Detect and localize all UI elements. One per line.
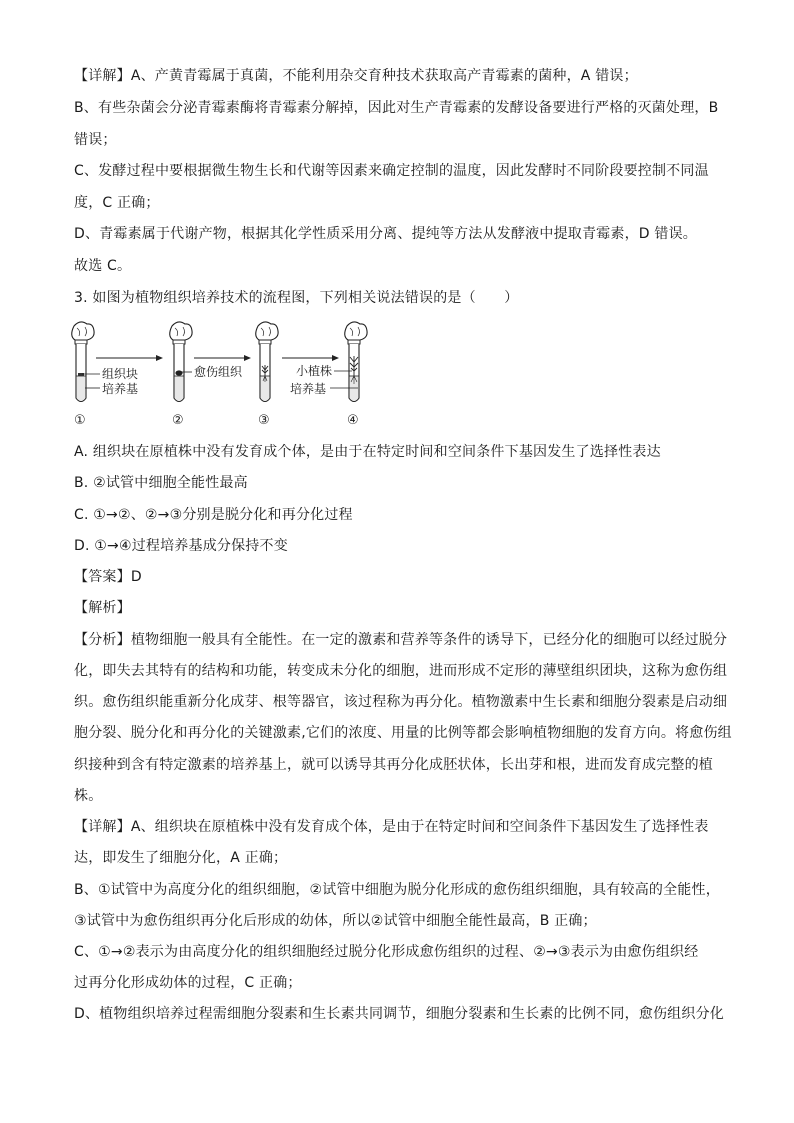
option-b: B. ②试管中细胞全能性最高 (74, 475, 248, 491)
detail2-c-line-1: C、①→②表示为由高度分化的组织细胞经过脱分化形成愈伤组织的过程、②→③表示为由愈伤组织经 (74, 944, 699, 960)
answer-value: D (130, 569, 142, 585)
option-c: C. ①→②、②→③分别是脱分化和再分化过程 (74, 507, 353, 523)
test-tube-4 (345, 322, 367, 402)
detail2-b-line-1: B、①试管中为高度分化的组织细胞，②试管中细胞为脱分化形成的愈伤组织细胞，具有较高的全能性， (74, 882, 720, 898)
detail-d-line: D、青霉素属于代谢产物，根据其化学性质采用分离、提纯等方法从发酵液中提取青霉素，D 错误。 (74, 226, 698, 242)
question-stem: 3. 如图为植物组织培养技术的流程图，下列相关说法错误的是（ ） (74, 290, 519, 306)
detail-a-line (74, 66, 638, 86)
detail-b-line-1: B、有些杂菌会分泌青霉素酶将青霉素分解掉，因此对生产青霉素的发酵设备要进行严格的灭菌处理，B (74, 100, 719, 116)
choice-line: 故选 C。 (74, 258, 132, 274)
analysis-line-3: 织。愈伤组织能重新分化成芽、根等器官，该过程称为再分化。植物激素中生长素和细胞分裂素是启动细 (74, 694, 728, 710)
label-callus: 愈伤组织 (194, 365, 243, 379)
detail-c-line-2: 度，C 正确； (74, 195, 160, 211)
label-plantlet: 小植株 (296, 364, 333, 378)
analysis-tag: 【解析】 (74, 600, 131, 616)
detail-tag: 【详解】 (74, 68, 131, 84)
analysis-text-1: 植物细胞一般具有全能性。在一定的激素和营养等条件的诱导下，已经分化的细胞可以经过脱分 (130, 632, 728, 648)
analysis-line-4: 胞分裂、脱分化和再分化的关键激素,它们的浓度、用量的比例等都会影响植物细胞的发育方向。将愈伤组 (74, 725, 732, 741)
detail2-a-line-2: 达，即发生了细胞分化，A 正确； (74, 850, 288, 866)
answer-line (74, 567, 142, 587)
tube-number-4: ④ (347, 413, 359, 428)
detail2-a-text: A、组织块在原植株中没有发育成个体，是由于在特定时间和空间条件下基因发生了选择性表 (130, 819, 709, 835)
detail2-tag: 【详解】 (74, 819, 131, 835)
analysis-line-5: 织接种到含有特定激素的培养基上，就可以诱导其再分化成胚状体，长出芽和根，进而发育成完整的植 (74, 757, 713, 773)
analysis-line-6: 株。 (74, 788, 103, 804)
label-tissue-block: 组织块 (102, 367, 139, 381)
detail2-b-line-2: ③试管中为愈伤组织再分化后形成的幼体，所以②试管中细胞全能性最高，B 正确； (74, 913, 597, 929)
detail-a-text: A、产黄青霉属于真菌，不能利用杂交育种技术获取高产青霉素的菌种，A 错误； (130, 68, 638, 84)
detail2-d-line-1: D、植物组织培养过程需细胞分裂素和生长素共同调节，细胞分裂素和生长素的比例不同，愈伤组织分化 (74, 1006, 724, 1022)
tube-number-3: ③ (258, 413, 270, 428)
tissue-culture-flow-figure (60, 318, 390, 430)
analysis-line-1 (74, 630, 727, 650)
label-medium-1: 培养基 (102, 382, 139, 396)
analysis-line-2: 化，即失去其特有的结构和功能，转变成未分化的细胞，进而形成不定形的薄壁组织团块，这称为愈伤组 (74, 663, 728, 679)
tube-number-2: ② (172, 413, 184, 428)
tube-number-1: ① (74, 413, 86, 428)
label-medium-2: 培养基 (290, 382, 327, 396)
detail2-a-line-1 (74, 817, 709, 837)
test-tube-2 (170, 322, 192, 402)
test-tube-3 (256, 322, 278, 402)
fenxi-tag: 【分析】 (74, 632, 131, 648)
option-a: A. 组织块在原植株中没有发育成个体，是由于在特定时间和空间条件下基因发生了选择性表达 (74, 444, 661, 460)
option-d: D. ①→④过程培养基成分保持不变 (74, 538, 288, 554)
test-tube-1 (72, 322, 94, 402)
detail-b-line-2: 错误； (74, 132, 117, 148)
detail2-c-line-2: 过再分化形成幼体的过程，C 正确； (74, 975, 302, 991)
answer-tag: 【答案】 (74, 569, 131, 585)
detail-c-line-1: C、发酵过程中要根据微生物生长和代谢等因素来确定控制的温度，因此发酵时不同阶段要控制不同温 (74, 163, 709, 179)
